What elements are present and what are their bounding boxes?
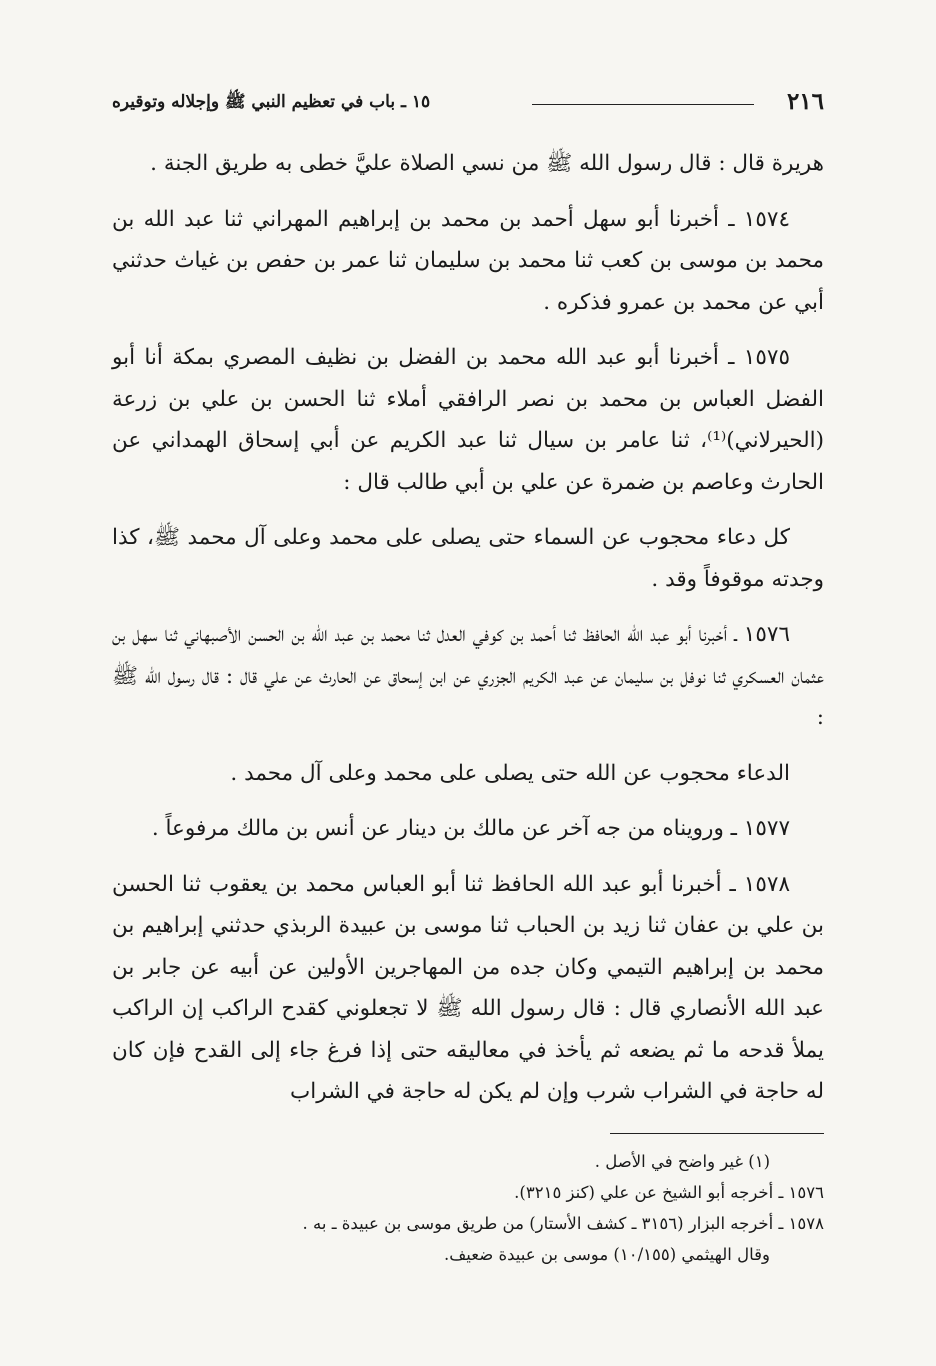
hadith-quote: كل دعاء محجوب عن السماء حتى يصلى على محمد وعلى آل محمد ﷺ، كذا وجدته موقوفاً وقد . [112, 525, 824, 592]
footnote: (١) غير واضح في الأصل . [594, 1152, 770, 1171]
main-text [112, 143, 824, 1127]
footnote-rule [610, 1133, 824, 1134]
paragraph-continuation: هريرة قال : قال رسول الله ﷺ من نسي الصلاة عليَّ خطى به طريق الجنة . [150, 151, 824, 176]
hadith-1576: ١٥٧٦ ـ أخبرنا أبو عبد الله الحافظ ثنا أحمد بن كوفي العدل ثنا محمد بن عبد الله بن الحسن الأصبهاني ثنا سهل بن عثمان العسكري ثنا نوفل بن سليمان عن عبد الكريم الجزري عن ابن إسحاق عن الحارث عن علي قال : قال رسول الله ﷺ : [112, 622, 824, 730]
footnote: ١٥٧٦ ـ أخرجه أبو الشيخ عن علي (كنز ٣٢١٥). [514, 1183, 824, 1202]
footnote: ١٥٧٨ ـ أخرجه البزار (٣١٥٦ ـ كشف الأستار) من طريق موسى بن عبيدة ـ به . [302, 1214, 824, 1233]
footnote: وقال الهيثمي (١٠/١٥٥) موسى بن عبيدة ضعيف. [443, 1245, 770, 1264]
hadith-1578: ١٥٧٨ ـ أخبرنا أبو عبد الله الحافظ ثنا أبو العباس محمد بن يعقوب ثنا الحسن بن علي بن عفان ثنا زيد بن الحباب ثنا موسى بن عبيدة الربذي حدثني إبراهيم بن محمد بن إبراهيم التيمي وكان جده من المهاجرين الأولين عن أبيه عن جابر بن عبد الله الأنصاري قال : قال رسول الله ﷺ لا تجعلوني كقدح الراكب إن الراكب يملأ قدحه ما ثم يضعه ثم يأخذ في معاليقه حتى إذا فرغ جاء إلى القدح فإن كان له حاجة في الشراب شرب وإن لم يكن له حاجة في الشراب [112, 871, 824, 1104]
header-rule [532, 104, 754, 105]
running-header [112, 82, 824, 122]
page-number: ٢١٦ [786, 88, 824, 115]
hadith-1574: ١٥٧٤ ـ أخبرنا أبو سهل أحمد بن محمد بن إبراهيم المهراني ثنا عبد الله بن محمد بن موسى بن كعب ثنا محمد بن سليمان ثنا عمر بن حفص بن غياث حدثني أبي عن محمد بن عمرو فذكره . [112, 206, 824, 315]
hadith-1575: ١٥٧٥ ـ أخبرنا أبو عبد الله محمد بن الفضل بن نظيف المصري بمكة أنا أبو الفضل العباس بن محمد بن نصر الرافقي أملاء ثنا الحسن بن علي بن زرعة (الحيرلاني)⁽¹⁾، ثنا عامر بن سيال ثنا عبد الكريم عن أبي إسحاق الهمداني عن الحارث وعاصم بن ضمرة عن علي بن أبي طالب قال : [112, 345, 824, 495]
hadith-1577: ١٥٧٧ ـ ورويناه من جه آخر عن مالك بن دينار عن أنس بن مالك مرفوعاً . [151, 816, 790, 841]
hadith-quote: الدعاء محجوب عن الله حتى يصلى على محمد وعلى آل محمد . [230, 760, 790, 786]
chapter-title: ١٥ ـ باب في تعظيم النبي ﷺ وإجلاله وتوقيره [112, 92, 431, 112]
footnotes [112, 1133, 824, 1270]
